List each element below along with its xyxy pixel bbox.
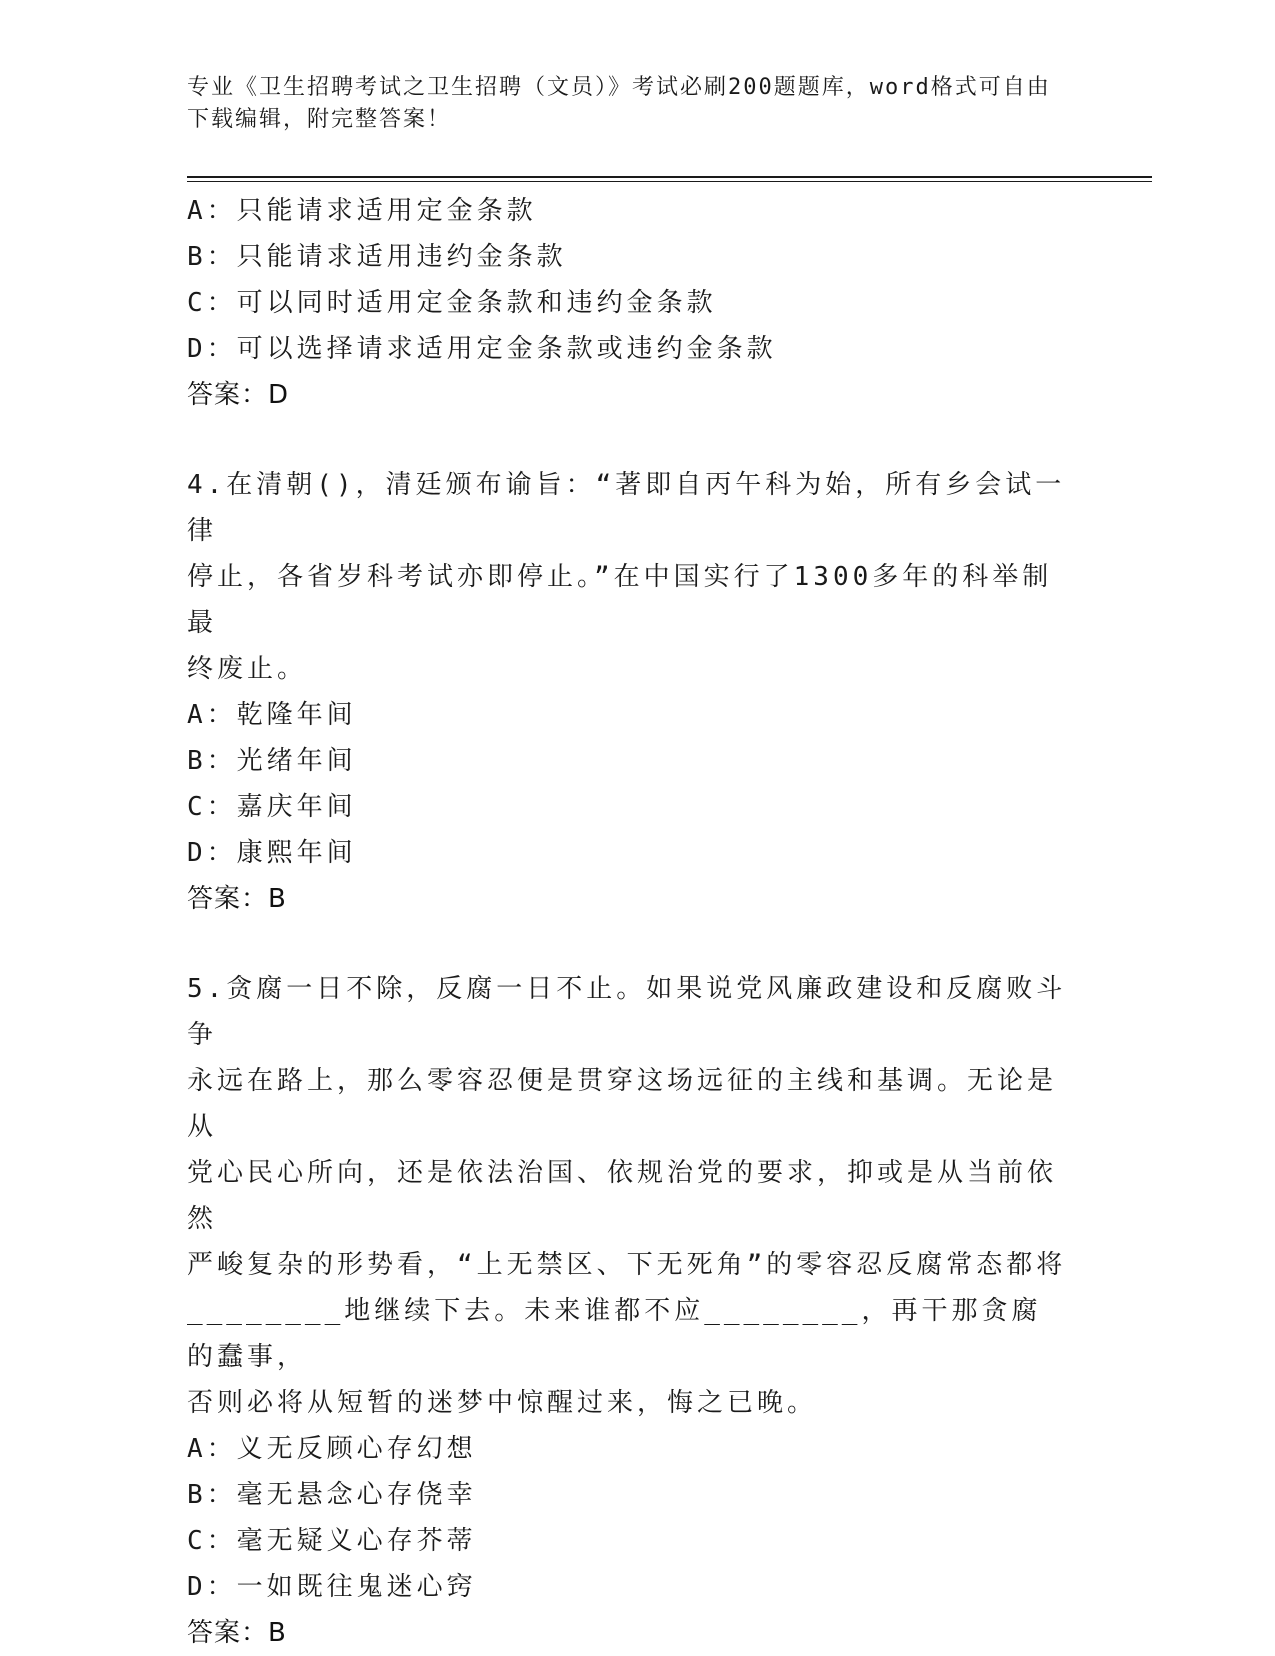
option-b: B：毫无悬念心存侥幸 [187,1480,477,1510]
question-stem-line: 永远在路上，那么零容忍便是贯穿这场远征的主线和基调。无论是从 [187,1066,1058,1142]
document-header: 专业《卫生招聘考试之卫生招聘（文员）》考试必刷200题题库，word格式可自由下载编辑，附完整答案！ [187,75,1051,132]
question-stem-line: 否则必将从短暂的迷梦中惊醒过来，悔之已晚。 [187,1388,818,1418]
question-stem-line: ________地继续下去。未来谁都不应________，再干那贪腐的蠢事， [187,1296,1042,1372]
answer-line: 答案：D [187,380,290,410]
question-5 [187,966,1067,1656]
option-a: A：义无反顾心存幻想 [187,1434,477,1464]
question-stem-line: 4.在清朝()，清廷颁布谕旨：“著即自丙午科为始，所有乡会试一律 [187,470,1066,546]
spacer [187,922,1067,966]
option-d: D：一如既往鬼迷心窍 [187,1572,477,1602]
option-d: D：康熙年间 [187,838,357,868]
question-stem-line: 严峻复杂的形势看，“上无禁区、下无死角”的零容忍反腐常态都将 [187,1250,1067,1280]
answer-line: 答案：B [187,884,287,914]
question-4 [187,462,1067,922]
question-stem-line: 终废止。 [187,654,308,684]
option-b: B：只能请求适用违约金条款 [187,242,567,272]
option-b: B：光绪年间 [187,746,357,776]
option-c: C：可以同时适用定金条款和违约金条款 [187,288,717,318]
question-stem-line: 党心民心所向，还是依法治国、依规治党的要求，抑或是从当前依然 [187,1158,1058,1234]
spacer [187,418,1067,462]
option-d: D：可以选择请求适用定金条款或违约金条款 [187,334,777,364]
question-stem-line: 5.贪腐一日不除，反腐一日不止。如果说党风廉政建设和反腐败斗争 [187,974,1067,1050]
option-a: A：只能请求适用定金条款 [187,196,537,226]
question-3 [187,188,1067,418]
option-c: C：毫无疑义心存芥蒂 [187,1526,477,1556]
option-a: A：乾隆年间 [187,700,357,730]
question-stem-line: 停止，各省岁科考试亦即停止。”在中国实行了1300多年的科举制最 [187,562,1053,638]
question-list [187,188,1067,1656]
header-divider-thin [187,181,1152,182]
answer-line: 答案：B [187,1618,287,1648]
header-divider [187,176,1152,178]
option-c: C：嘉庆年间 [187,792,357,822]
